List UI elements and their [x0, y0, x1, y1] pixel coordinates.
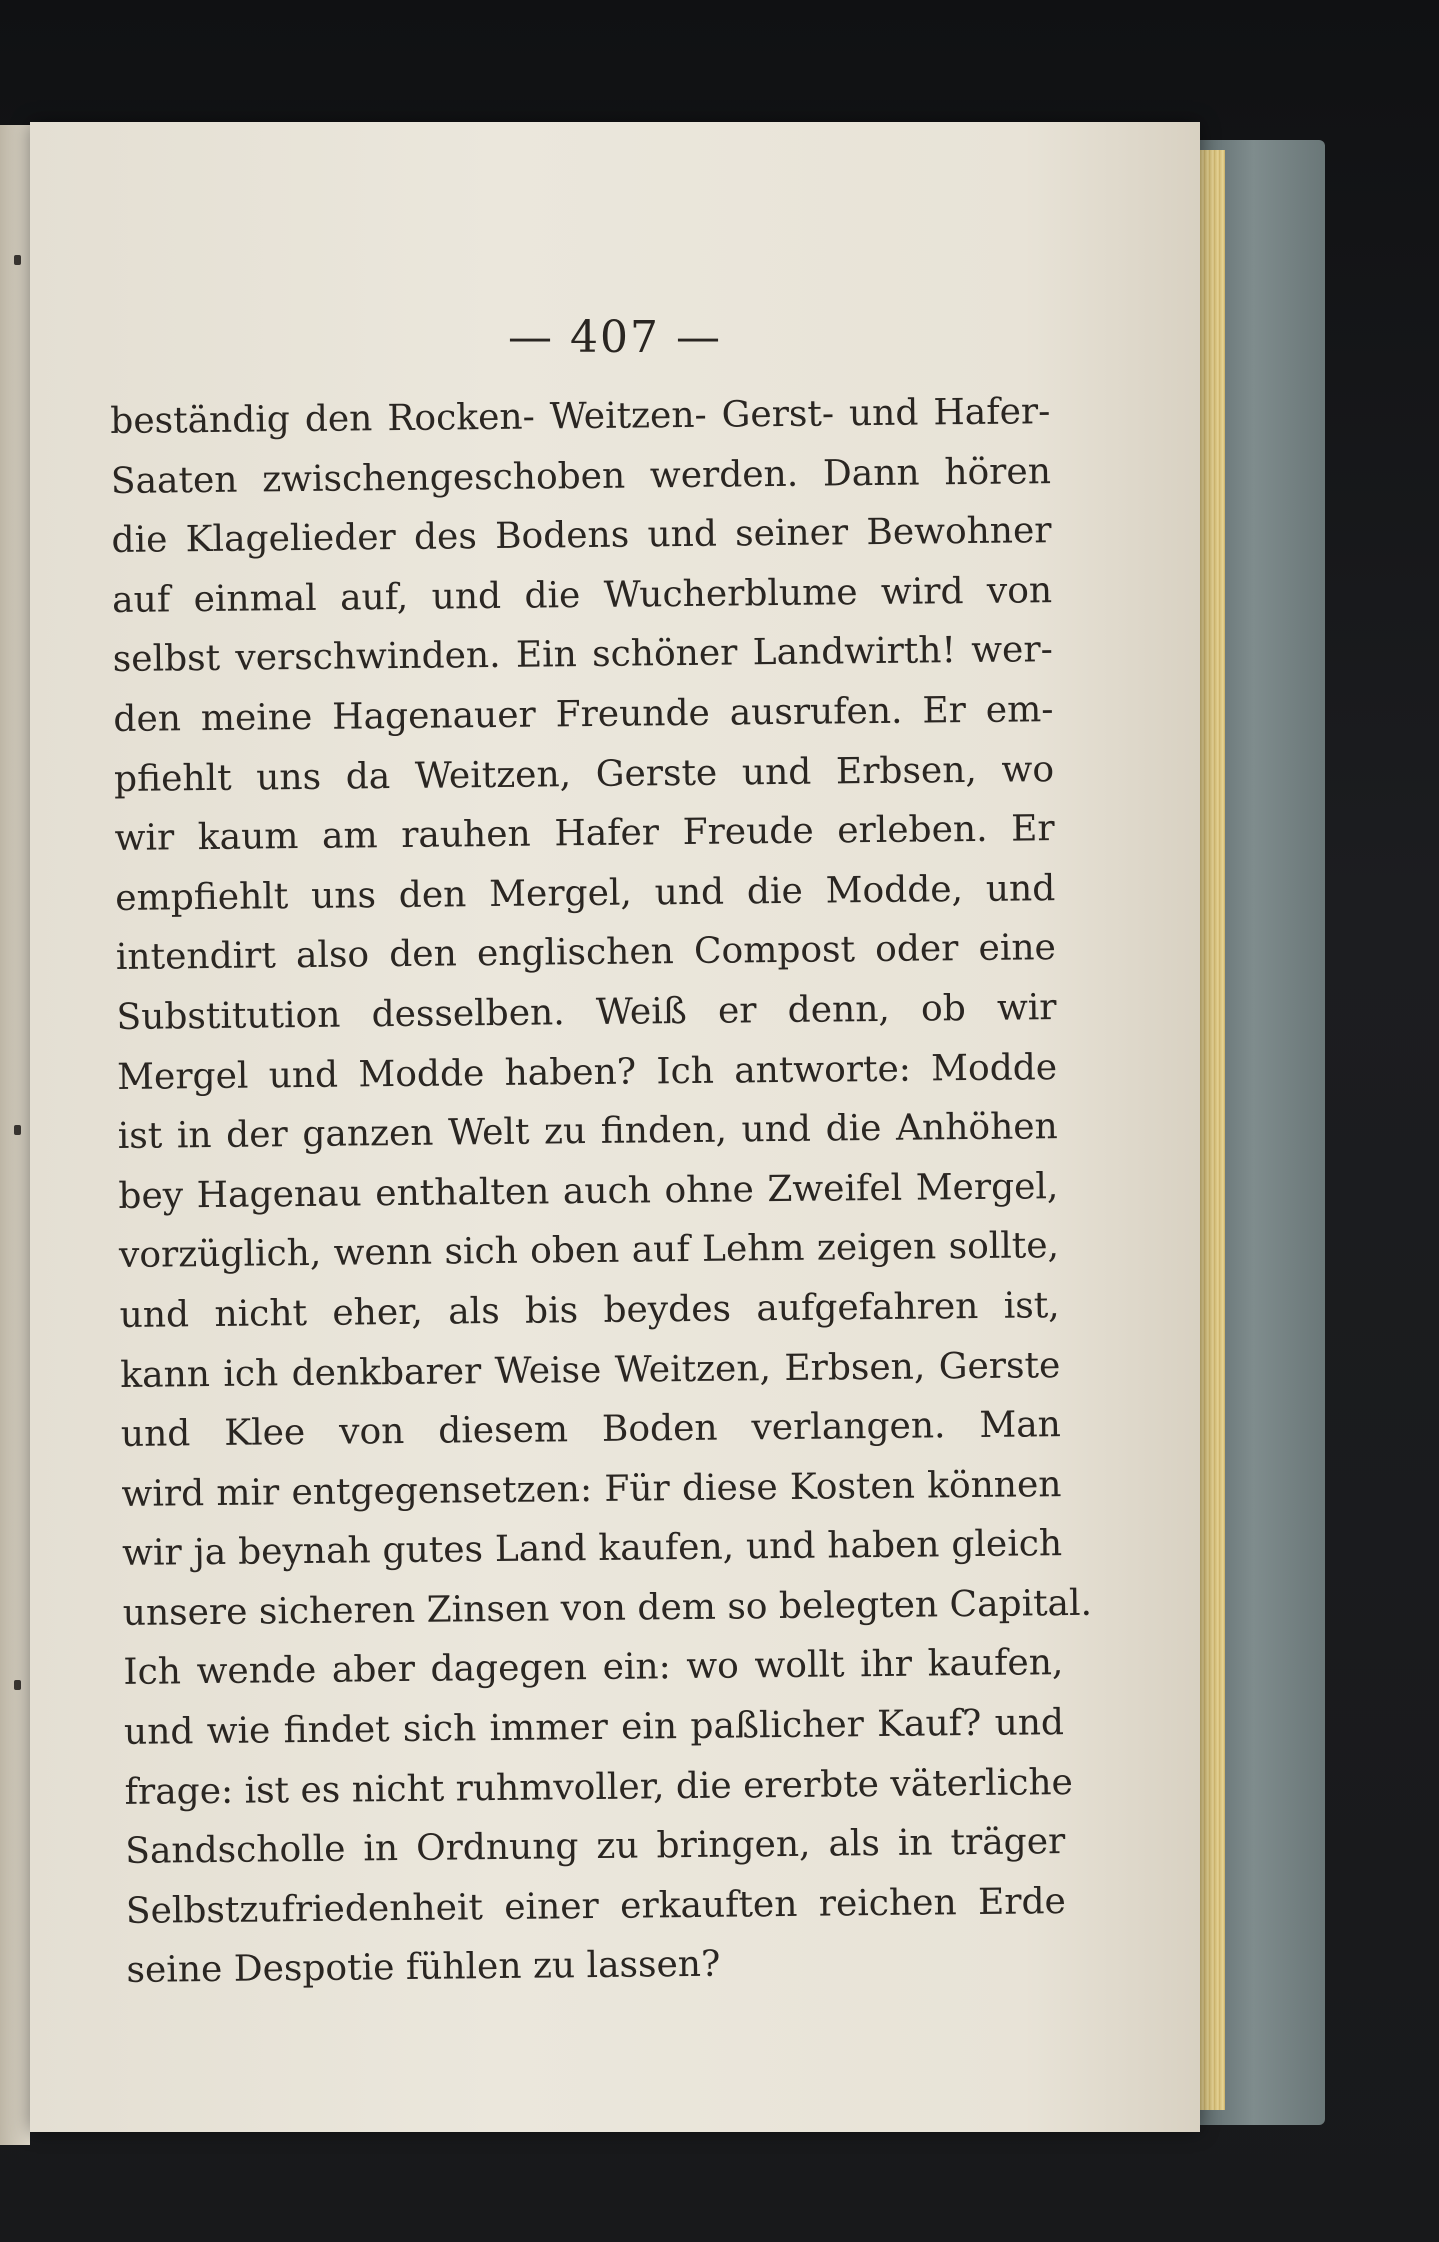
text-line: und nicht eher, als bis beydes aufgefahren ist,: [119, 1285, 1060, 1336]
margin-mark: [14, 1680, 21, 1690]
text-line: die Klagelieder des Bodens und seiner Bewohner: [111, 510, 1052, 562]
text-line: Substitution desselben. Weiß er denn, ob wir: [116, 987, 1057, 1038]
text-line: ist in der ganzen Welt zu finden, und die Anhöhen: [117, 1106, 1058, 1158]
text-line: Selbstzufriedenheit einer erkauften reichen Erde: [125, 1880, 1067, 1932]
text-line: wir kaum am rauhen Hafer Freude erleben. Er: [114, 808, 1055, 860]
text-line: Sandscholle in Ordnung zu bringen, als in träger: [125, 1821, 1066, 1873]
margin-mark: [14, 1125, 21, 1135]
text-line: Saaten zwischengeschoben werden. Dann hören: [110, 450, 1052, 502]
text-line: den meine Hagenauer Freunde ausrufen. Er em-: [113, 689, 1054, 740]
text-line: Ich wende aber dagegen ein: wo wollt ihr kaufen,: [123, 1642, 1064, 1694]
text-line: kann ich denkbarer Weise Weitzen, Erbsen, Gerste: [120, 1344, 1061, 1396]
text-line: seine Despotie fühlen zu lassen?: [126, 1944, 721, 1992]
text-line: und Klee von diesem Boden verlangen. Man: [120, 1404, 1062, 1456]
text-line: wird mir entgegensetzen: Für diese Kosten können: [121, 1463, 1062, 1515]
text-line: bey Hagenau enthalten auch ohne Zweifel Mergel,: [118, 1165, 1059, 1217]
text-line: Mergel und Modde haben? Ich antworte: Modde: [116, 1046, 1058, 1098]
page-number: — 407 —: [508, 312, 722, 363]
text-line: pfiehlt uns da Weitzen, Gerste und Erbsen, wo: [113, 748, 1055, 800]
margin-mark: [14, 255, 21, 265]
left-page-edge: [0, 125, 30, 2145]
text-line: auf einmal auf, und die Wucherblume wird von: [111, 569, 1053, 621]
text-line: intendirt also den englischen Compost oder eine: [115, 927, 1057, 979]
text-line: vorzüglich, wenn sich oben auf Lehm zeigen sollte,: [118, 1225, 1060, 1277]
text-line: wir ja beynah gutes Land kaufen, und haben gleich: [121, 1523, 1063, 1575]
text-line: frage: ist es nicht ruhmvoller, die ererbte väterliche: [124, 1761, 1074, 1813]
text-line: und wie findet sich immer ein paßlicher Kauf? und: [123, 1702, 1065, 1753]
book-page: [30, 122, 1200, 2132]
page-body-text: [110, 382, 1093, 2001]
text-line: empfiehlt uns den Mergel, und die Modde, und: [115, 867, 1056, 919]
text-line: selbst verschwinden. Ein schöner Landwirth! wer-: [112, 629, 1053, 681]
text-line: beständig den Rocken- Weitzen- Gerst- und Hafer-: [110, 391, 1051, 442]
text-line: unsere sicheren Zinsen von dem so belegten Capital.: [122, 1582, 1093, 1634]
